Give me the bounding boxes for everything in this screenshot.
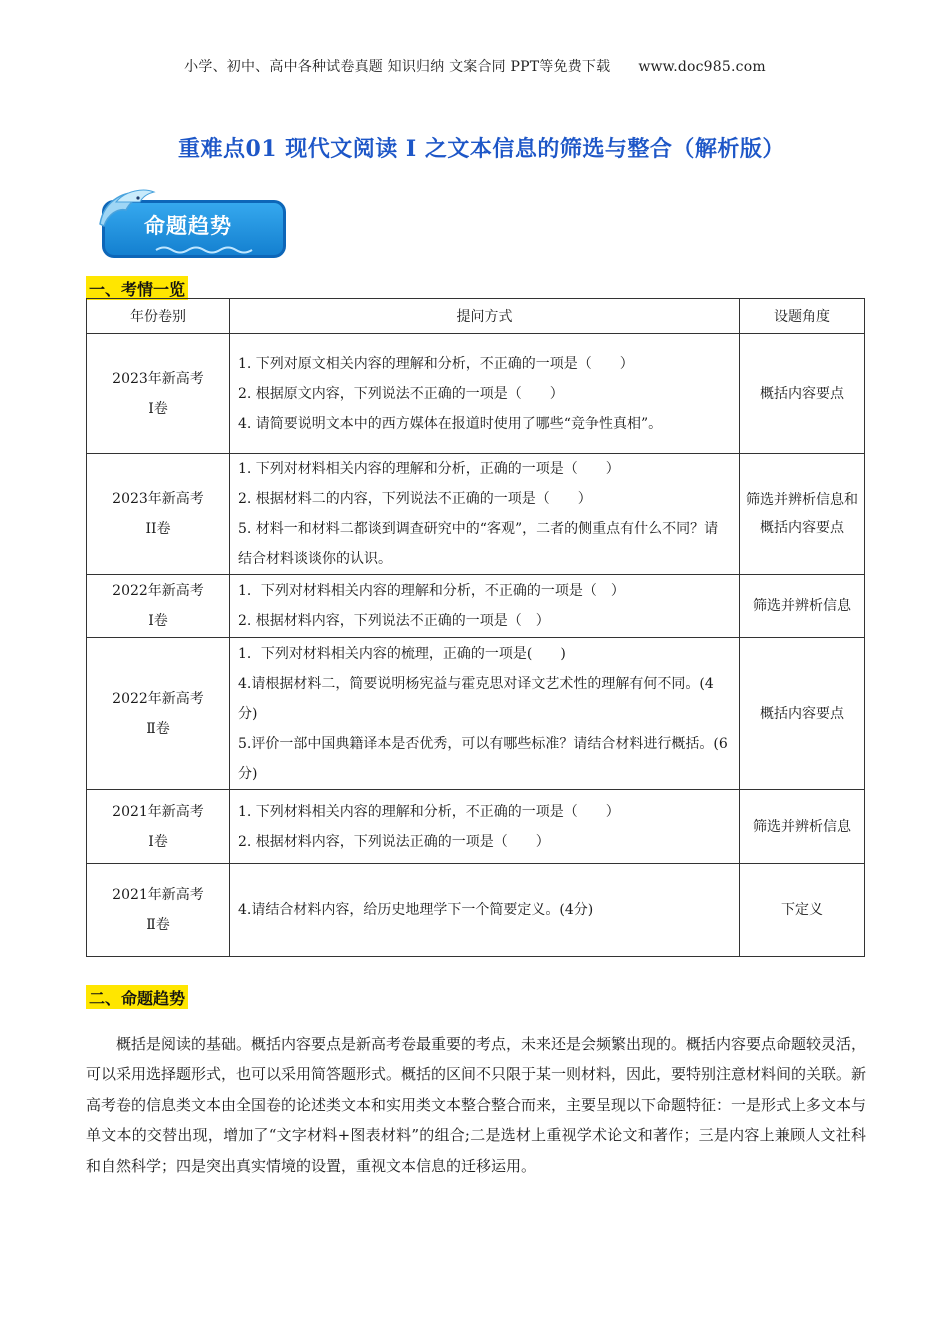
table-row	[87, 638, 865, 790]
year-text: 2022年新高考	[112, 583, 204, 599]
year-cell	[87, 790, 230, 864]
year-text: 2021年新高考	[112, 803, 204, 820]
table-row	[87, 864, 865, 957]
document-title: 重难点01 现代文阅读 I 之文本信息的筛选与整合（解析版）	[178, 136, 785, 162]
question-text: 4.请结合材料内容，给历史地理学下一个简要定义。(4分)	[238, 902, 594, 918]
paper-text: Ⅱ卷	[146, 720, 170, 737]
question-text: 1．下列对材料相关内容的理解和分析，不正确的一项是（ ）	[238, 583, 625, 599]
paper-text: I卷	[148, 400, 168, 417]
column-header-year: 年份卷别	[87, 299, 230, 334]
exam-overview-table	[86, 298, 865, 957]
questions-cell	[230, 864, 740, 957]
angle-cell: 筛选并辨析信息	[740, 575, 865, 638]
question-text: 2. 根据材料二的内容，下列说法不正确的一项是（ ）	[238, 491, 592, 507]
question-text: 4. 请简要说明文本中的西方媒体在报道时使用了哪些“竞争性真相”。	[238, 415, 663, 432]
angle-cell: 概括内容要点	[740, 638, 865, 790]
badge-label: 命题趋势	[144, 214, 232, 238]
question-text: 4.请根据材料二，简要说明杨宪益与霍克思对译文艺术性的理解有何不同。(4分)	[238, 675, 714, 722]
question-text: 5. 材料一和材料二都谈到调查研究中的“客观”，二者的侧重点有什么不同？请结合材料谈谈你的认识。	[238, 521, 719, 567]
questions-cell	[230, 790, 740, 864]
paper-text: Ⅱ卷	[146, 917, 170, 933]
year-cell	[87, 638, 230, 790]
question-text: 1．下列对材料相关内容的梳理，正确的一项是( )	[238, 645, 566, 662]
year-cell	[87, 864, 230, 957]
header-banner: 小学、初中、高中各种试卷真题 知识归纳 文案合同 PPT等免费下载	[184, 59, 611, 75]
question-text: 2. 根据原文内容，下列说法不正确的一项是（ ）	[238, 385, 564, 402]
header-site-link[interactable]: www.doc985.com	[638, 59, 766, 75]
paper-text: Ⅰ卷	[148, 833, 168, 850]
questions-cell	[230, 454, 740, 575]
year-cell	[87, 454, 230, 575]
year-cell	[87, 575, 230, 638]
angle-cell: 筛选并辨析信息	[740, 790, 865, 864]
year-cell	[87, 334, 230, 454]
questions-cell	[230, 575, 740, 638]
question-text: 1. 下列对原文相关内容的理解和分析，不正确的一项是（ ）	[238, 355, 634, 372]
page-header	[0, 56, 950, 76]
year-text: 2021年新高考	[112, 887, 204, 903]
paper-text: I卷	[148, 613, 168, 629]
questions-cell	[230, 638, 740, 790]
question-text: 2. 根据材料内容，下列说法不正确的一项是（ ）	[238, 613, 550, 629]
table-row	[87, 334, 865, 454]
section-badge	[96, 184, 292, 264]
angle-cell: 下定义	[740, 864, 865, 957]
year-text: 2023年新高考	[112, 491, 204, 507]
questions-cell	[230, 334, 740, 454]
question-text: 2. 根据材料内容，下列说法正确的一项是（ ）	[238, 833, 550, 850]
angle-cell: 筛选并辨析信息和概括内容要点	[740, 454, 865, 575]
question-text: 1. 下列材料相关内容的理解和分析，不正确的一项是（ ）	[238, 803, 620, 820]
trend-paragraph: 概括是阅读的基础。概括内容要点是新高考卷最重要的考点，未来还是会频繁出现的。概括内容要点命题较灵活，可以采用选择题形式，也可以采用简答题形式。概括的区间不只限于某一则材料，因此，要特别注意材料间的关联。新高考卷的信息类文本由全国卷的论述类文本和实用类文本整合整合而来，主要呈现以下命题特征：一是形式上多文本与单文本的交替出现，增加了“文字材料+图表材料”的组合;二是选材上重视学术论文和著作；三是内容上兼顾人文社科和自然科学；四是突出真实情境的设置，重视文本信息的迁移运用。	[86, 1035, 867, 1175]
year-text: 2022年新高考	[112, 690, 204, 707]
table-row	[87, 790, 865, 864]
question-text: 1. 下列对材料相关内容的理解和分析，正确的一项是（ ）	[238, 461, 620, 477]
column-header-angle: 设题角度	[740, 299, 865, 334]
paper-text: II卷	[145, 521, 171, 537]
column-header-questions: 提问方式	[230, 299, 740, 334]
angle-cell: 概括内容要点	[740, 334, 865, 454]
table-row	[87, 454, 865, 575]
question-text: 5.评价一部中国典籍译本是否优秀，可以有哪些标准？请结合材料进行概括。(6分)	[238, 735, 728, 782]
table-row	[87, 575, 865, 638]
section-heading-trend: 二、命题趋势	[86, 985, 188, 1009]
section-heading-overview: 一、考情一览	[86, 276, 188, 300]
year-text: 2023年新高考	[112, 370, 204, 387]
table-header-row	[87, 299, 865, 334]
